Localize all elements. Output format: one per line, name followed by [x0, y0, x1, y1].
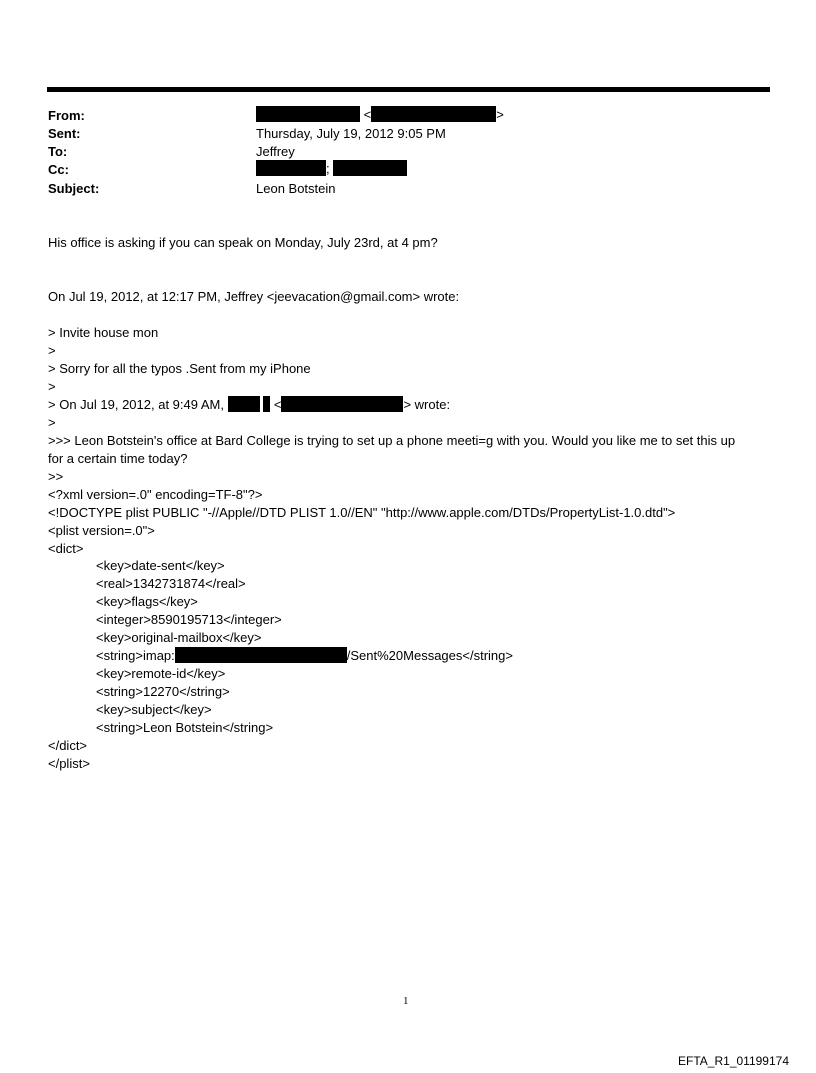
cc-value [256, 160, 407, 176]
body-line [96, 647, 513, 663]
body-line: <?xml version=.0" encoding=TF-8"?> [48, 487, 263, 502]
redaction-block [175, 647, 347, 663]
imap-pre: <string>imap: [96, 648, 175, 663]
from-gt: > [496, 107, 504, 122]
redaction-block [228, 396, 260, 412]
from-value [256, 106, 504, 122]
body-line: > Sorry for all the typos .Sent from my iPhone [48, 361, 311, 376]
page-number: 1 [403, 995, 409, 1007]
subject-value: Leon Botstein [256, 181, 336, 196]
body-line: <string>Leon Botstein</string> [96, 720, 274, 735]
body-line: <integer>8590195713</integer> [96, 612, 282, 627]
body-line: > Invite house mon [48, 325, 159, 340]
body-line: > [48, 415, 56, 430]
sent-value: Thursday, July 19, 2012 9:05 PM [256, 126, 446, 141]
body-line: His office is asking if you can speak on Monday, July 23rd, at 4 pm? [48, 235, 438, 250]
body-line: </dict> [48, 738, 88, 753]
body-line: </plist> [48, 756, 90, 771]
quoted-header-lt: < [273, 397, 282, 412]
imap-post: /Sent%20Messages</string> [346, 648, 513, 663]
body-line: >> [48, 469, 64, 484]
body-line: for a certain time today? [48, 451, 188, 466]
cc-separator: ; [326, 161, 330, 176]
body-line: <key>date-sent</key> [96, 558, 225, 573]
redaction-block [256, 106, 360, 122]
redaction-block [256, 160, 326, 176]
redaction-block [371, 106, 496, 122]
header-rule [47, 87, 770, 92]
document-id: EFTA_R1_01199174 [678, 1054, 789, 1068]
cc-label: Cc: [48, 162, 69, 177]
from-label: From: [48, 108, 85, 123]
body-line: <dict> [48, 541, 84, 556]
body-line: On Jul 19, 2012, at 12:17 PM, Jeffrey <jeevacation@gmail.com> wrote: [48, 289, 460, 304]
quoted-header-post: > wrote: [403, 397, 451, 412]
body-line: > [48, 343, 56, 358]
subject-label: Subject: [48, 181, 100, 196]
body-line: <key>subject</key> [96, 702, 212, 717]
body-line: <key>flags</key> [96, 594, 198, 609]
redaction-block [333, 160, 407, 176]
body-line: <!DOCTYPE plist PUBLIC "-//Apple//DTD PLIST 1.0//EN" "http://www.apple.com/DTDs/PropertyList-1.0.dtd"> [48, 505, 676, 520]
redaction-block [281, 396, 403, 412]
quoted-header-pre: > On Jul 19, 2012, at 9:49 AM, [48, 397, 224, 412]
from-lt: < [363, 107, 372, 122]
body-line [48, 396, 450, 412]
redaction-block [263, 396, 270, 412]
body-line: > [48, 379, 56, 394]
body-line: <real>1342731874</real> [96, 576, 246, 591]
body-line: <key>original-mailbox</key> [96, 630, 262, 645]
to-label: To: [48, 144, 68, 159]
body-line: <key>remote-id</key> [96, 666, 226, 681]
sent-label: Sent: [48, 126, 81, 141]
body-line: >>> Leon Botstein's office at Bard College is trying to set up a phone meeti=g with you. Would you like me to set this up [48, 433, 736, 448]
body-line: <string>12270</string> [96, 684, 230, 699]
to-value: Jeffrey [256, 144, 295, 159]
body-line: <plist version=.0"> [48, 523, 155, 538]
